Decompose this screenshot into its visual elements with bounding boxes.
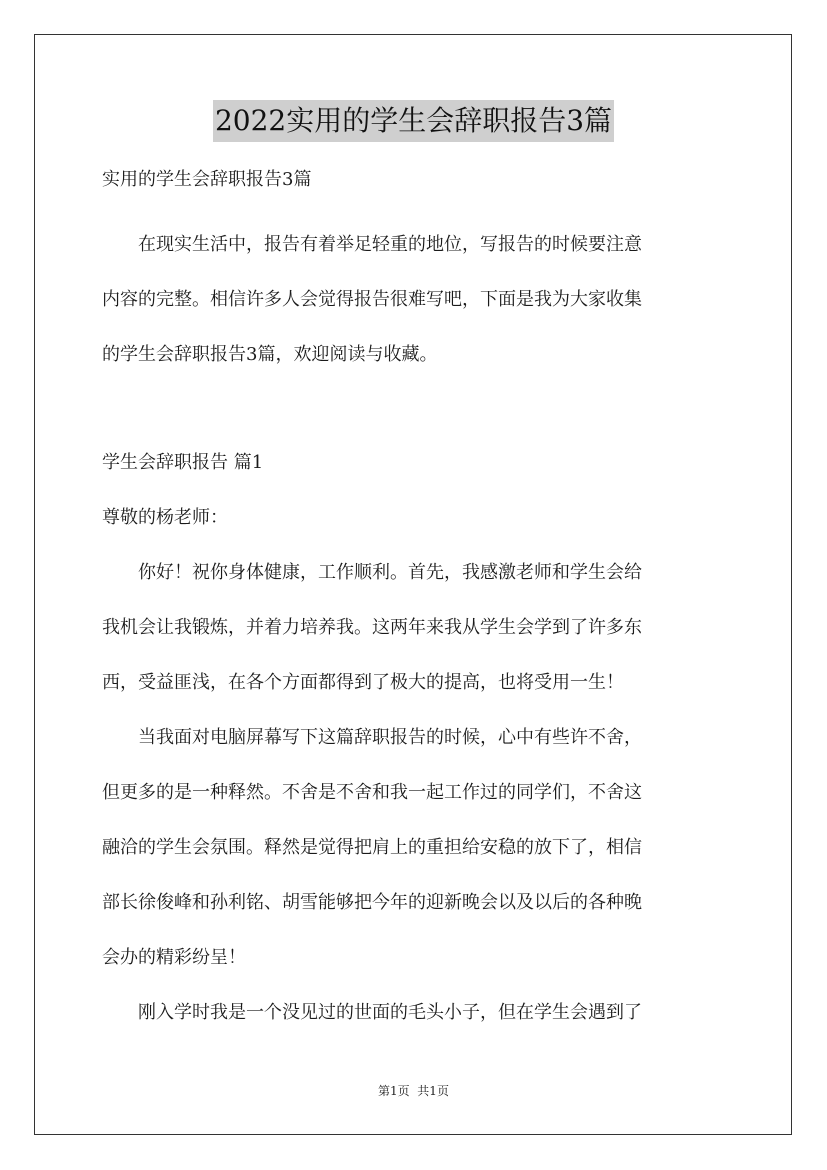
paragraph-line: 刚入学时我是一个没见过的世面的毛头小子，但在学生会遇到了: [138, 1002, 642, 1023]
paragraph-line: 会办的精彩纷呈！: [102, 947, 246, 968]
page-footer: [0, 1082, 827, 1099]
page-number: 第1页 共1页: [378, 1084, 449, 1098]
paragraph-line: 的学生会辞职报告3篇，欢迎阅读与收藏。: [102, 344, 438, 365]
title-container: [0, 100, 827, 142]
paragraph-line: 融洽的学生会氛围。释然是觉得把肩上的重担给安稳的放下了，相信: [102, 837, 642, 858]
intro-paragraph: [102, 217, 726, 382]
spacer: [102, 382, 726, 435]
paragraph-line: 西，受益匪浅，在各个方面都得到了极大的提高，也将受用一生！: [102, 672, 624, 693]
document-subtitle: 实用的学生会辞职报告3篇: [102, 169, 312, 190]
section-heading: 学生会辞职报告 篇1: [102, 452, 264, 473]
salutation: 尊敬的杨老师：: [102, 507, 228, 528]
paragraph-line: 部长徐俊峰和孙利铭、胡雪能够把今年的迎新晚会以及以后的各种晚: [102, 892, 642, 913]
paragraph-3: [102, 985, 726, 1040]
paragraph-line: 你好！祝你身体健康，工作顺利。首先，我感激老师和学生会给: [138, 562, 642, 583]
paragraph-line: 我机会让我锻炼，并着力培养我。这两年来我从学生会学到了许多东: [102, 617, 642, 638]
paragraph-2: [102, 710, 726, 985]
paragraph-line: 当我面对电脑屏幕写下这篇辞职报告的时候，心中有些许不舍，: [138, 727, 642, 748]
paragraph-line: 但更多的是一种释然。不舍是不舍和我一起工作过的同学们，不舍这: [102, 782, 642, 803]
document-body: [102, 165, 726, 1040]
document-title: 2022实用的学生会辞职报告3篇: [213, 100, 614, 142]
paragraph-line: 在现实生活中，报告有着举足轻重的地位，写报告的时候要注意: [138, 234, 642, 255]
paragraph-line: 内容的完整。相信许多人会觉得报告很难写吧，下面是我为大家收集: [102, 289, 642, 310]
paragraph-1: [102, 545, 726, 710]
